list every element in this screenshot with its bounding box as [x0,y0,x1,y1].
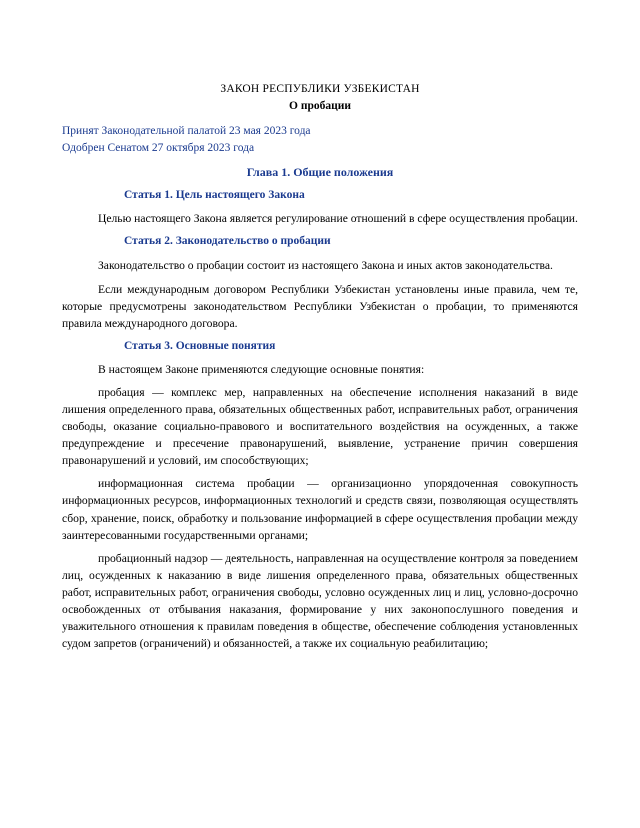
article-1-heading: Статья 1. Цель настоящего Закона [124,188,305,201]
adoption-chamber-line: Принят Законодательной палатой 23 мая 2023 года [62,125,311,138]
article-3-paragraph-2: пробация — комплекс мер, направленных на обеспечение исполнения наказаний в виде лишения определенного права, обязательных общественных работ, исправительных работ, ограничения свободы, оказание социально-правового и воспитательного воздействия на осужденных, а также предупреждение и пресечение правонарушений, выявление, устранение причин совершения правонарушений и условий, им способствующих; [62,386,578,468]
article-3-paragraph-4: пробационный надзор — деятельность, направленная на осуществление контроля за поведением лиц, осужденных к наказанию в виде лишения определенного права, обязательных общественных работ, исправительных работ, ограничения свободы, условно осужденных лиц и лиц, условно-досрочно освобожденных от отбывания наказания, формирование у них законопослушного поведения и уважительного отношения к правилам поведения в обществе, обеспечение соблюдения установленных судом запретов (ограничений) и обязанностей, а также их социальную реабилитацию; [62,551,578,650]
document-title: ЗАКОН РЕСПУБЛИКИ УЗБЕКИСТАН [220,83,420,95]
document-subtitle: О пробации [289,99,351,112]
chapter-heading: Глава 1. Общие положения [246,165,394,180]
article-2-paragraph-2: Если международным договором Республики Узбекистан установлены иные правила, чем те, которые предусмотрены законодательством Республики Узбекистан о пробации, то применяются правила международного договора. [62,282,578,330]
article-3-paragraph-1: В настоящем Законе применяются следующие основные понятия: [98,363,425,377]
article-2-paragraph-1: Законодательство о пробации состоит из настоящего Закона и иных актов законодательства. [98,258,553,272]
article-3-heading: Статья 3. Основные понятия [124,339,276,352]
adoption-senate-line: Одобрен Сенатом 27 октября 2023 года [62,141,255,154]
article-1-paragraph-1: Целью настоящего Закона является регулирование отношений в сфере осуществления пробации. [98,212,578,226]
article-2-heading: Статья 2. Законодательство о пробации [124,235,331,248]
article-3-paragraph-3: информационная система пробации — организационно упорядоченная совокупность информационных ресурсов, информационных технологий и средств связи, позволяющая осуществлять сбор, хранение, поиск, обработку и пользование информацией в сфере осуществления пробации между заинтересованными государственными органами; [62,477,578,542]
